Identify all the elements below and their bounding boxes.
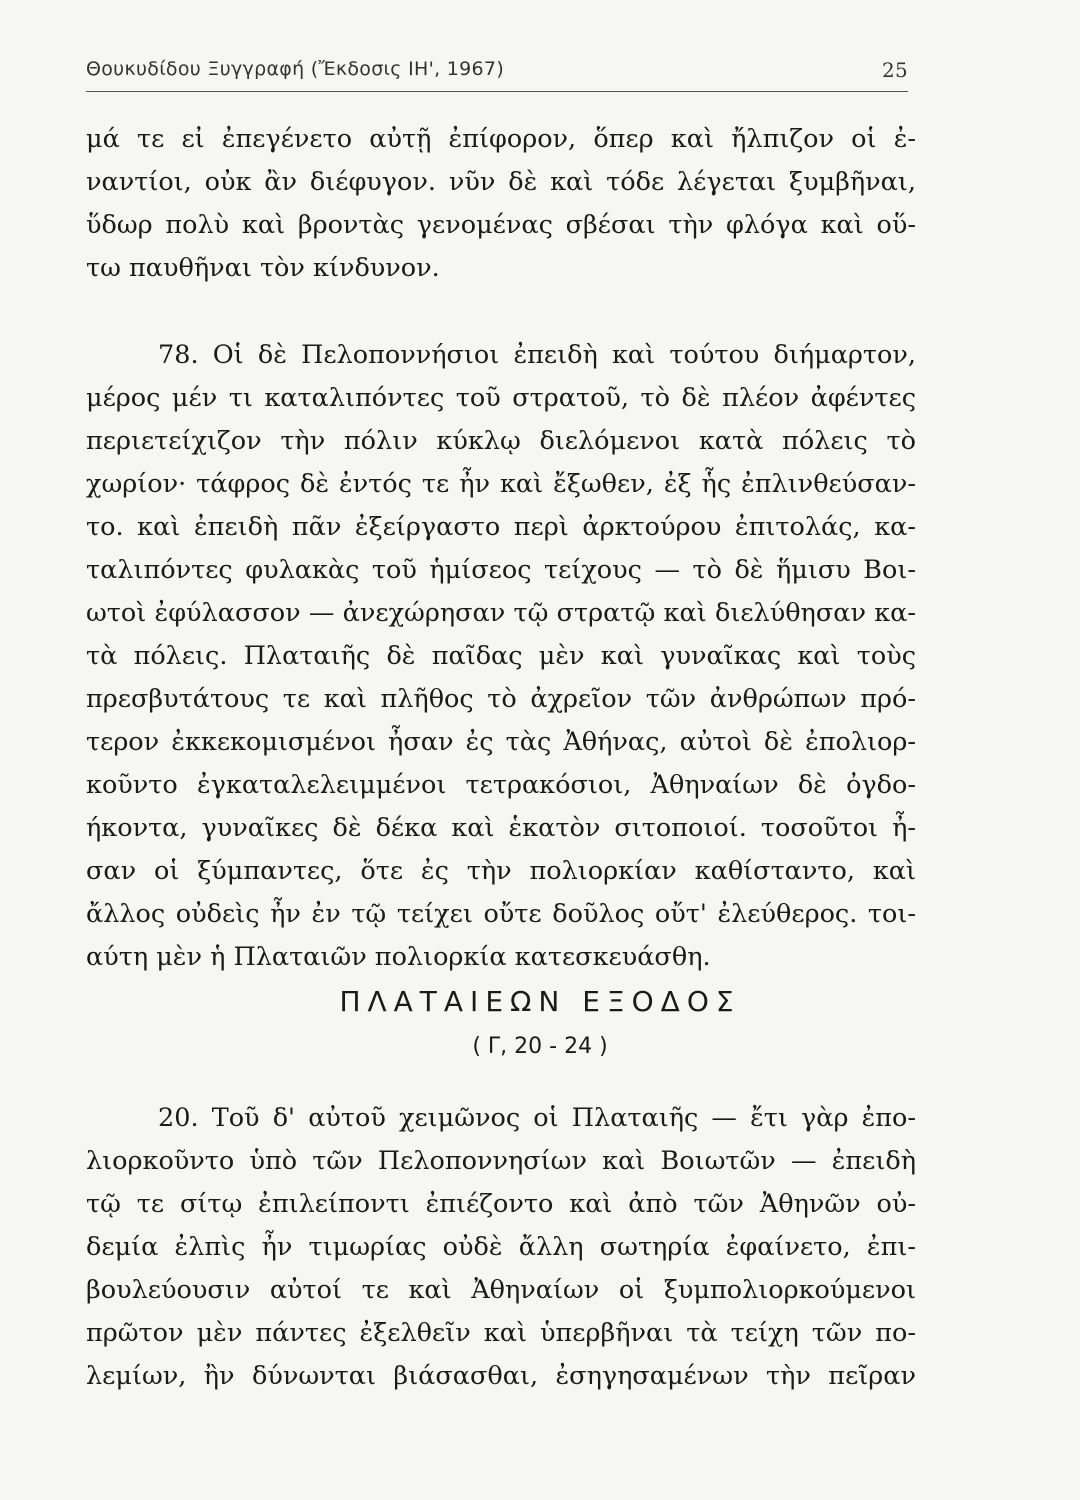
header-rule bbox=[86, 91, 908, 92]
text-line: τω παυθῆναι τὸν κίνδυνον. bbox=[86, 253, 440, 283]
text-line: ωτοὶ ἐφύλασσον — ἀνεχώρησαν τῷ στρατῷ καὶ διελύθησαν κα- bbox=[86, 598, 916, 628]
text-line: ὕδωρ πολὺ καὶ βροντὰς γενομένας σβέσαι τὴν φλόγα καὶ οὕ- bbox=[86, 210, 916, 240]
paragraph-continuation bbox=[86, 118, 916, 290]
text-line: το. καὶ ἐπειδὴ πᾶν ἐξείργαστο περὶ ἀρκτούρου ἐπιτολάς, κα- bbox=[86, 512, 916, 542]
text-line: ταλιπόντες φυλακὰς τοῦ ἡμίσεος τείχους — τὸ δὲ ἥμισυ Βοι- bbox=[86, 555, 916, 585]
text-line: κοῦντο ἐγκαταλελειμμένοι τετρακόσιοι, Ἀθηναίων δὲ ὀγδο- bbox=[86, 770, 916, 800]
section-reference: ( Γ, 20 - 24 ) bbox=[472, 1034, 608, 1059]
text-line: σαν οἱ ξύμπαντες, ὅτε ἐς τὴν πολιορκίαν καθίσταντο, καὶ bbox=[86, 856, 916, 886]
text-line: βουλεύουσιν αὐτοί τε καὶ Ἀθηναίων οἱ ξυμπολιορκούμενοι bbox=[86, 1275, 916, 1305]
text-line: ἄλλος οὐδεὶς ἦν ἐν τῷ τείχει οὔτε δοῦλος οὔτ' ἐλεύθερος. τοι- bbox=[86, 899, 916, 929]
text-line: μέρος μέν τι καταλιπόντες τοῦ στρατοῦ, τὸ δὲ πλέον ἀφέντες bbox=[86, 383, 916, 413]
text-line: δεμία ἐλπὶς ἦν τιμωρίας οὐδὲ ἄλλη σωτηρία ἐφαίνετο, ἐπι- bbox=[86, 1232, 916, 1262]
text-line: 78. Οἱ δὲ Πελοποννήσιοι ἐπειδὴ καὶ τούτου διήμαρτον, bbox=[158, 340, 916, 370]
text-line: ναντίοι, οὐκ ἂν διέφυγον. νῦν δὲ καὶ τόδε λέγεται ξυμβῆναι, bbox=[86, 167, 916, 197]
text-line: περιετείχιζον τὴν πόλιν κύκλῳ διελόμενοι κατὰ πόλεις τὸ bbox=[86, 426, 916, 456]
text-line: αύτη μὲν ἡ Πλαταιῶν πολιορκία κατεσκευάσθη. bbox=[86, 942, 711, 972]
paragraph-20 bbox=[86, 1097, 916, 1398]
text-line: τερον ἐκκεκομισμένοι ἦσαν ἐς τὰς Ἀθήνας, αὐτοὶ δὲ ἐπολιορ- bbox=[86, 727, 916, 757]
running-header bbox=[86, 58, 908, 90]
text-line: χωρίον· τάφρος δὲ ἐντός τε ἦν καὶ ἔξωθεν, ἐξ ἧς ἐπλινθεύσαν- bbox=[86, 469, 916, 499]
text-line: πρεσβυτάτους τε καὶ πλῆθος τὸ ἀχρεῖον τῶν ἀνθρώπων πρό- bbox=[86, 684, 916, 714]
text-line: μά τε εἰ ἐπεγένετο αὐτῇ ἐπίφορον, ὅπερ καὶ ἤλπιζον οἱ ἐ- bbox=[86, 124, 916, 154]
page-number: 25 bbox=[881, 58, 908, 82]
text-line: τῷ τε σίτῳ ἐπιλείποντι ἐπιέζοντο καὶ ἀπὸ τῶν Ἀθηνῶν οὐ- bbox=[86, 1189, 916, 1219]
text-line: τὰ πόλεις. Πλαταιῆς δὲ παῖδας μὲν καὶ γυναῖκας καὶ τοὺς bbox=[86, 641, 916, 671]
text-line: λιορκοῦντο ὑπὸ τῶν Πελοποννησίων καὶ Βοιωτῶν — ἐπειδὴ bbox=[86, 1146, 916, 1176]
running-title: Θουκυδίδου Ξυγγραφή (Ἔκδοσις ΙΗ', 1967) bbox=[86, 58, 505, 80]
text-line: πρῶτον μὲν πάντες ἐξελθεῖν καὶ ὑπερβῆναι τὰ τείχη τῶν πο- bbox=[86, 1318, 916, 1348]
text-line: λεμίων, ἢν δύνωνται βιάσασθαι, ἐσηγησαμένων τὴν πεῖραν bbox=[86, 1361, 916, 1391]
text-line: ήκοντα, γυναῖκες δὲ δέκα καὶ ἑκατὸν σιτοποιοί. τοσοῦτοι ἦ- bbox=[86, 813, 916, 843]
section-heading: ΠΛΑΤΑΙΕΩΝ ΕΞΟΔΟΣ bbox=[339, 985, 741, 1018]
paragraph-78 bbox=[86, 334, 916, 979]
text-line: 20. Τοῦ δ' αὐτοῦ χειμῶνος οἱ Πλαταιῆς — ἔτι γὰρ ἐπο- bbox=[158, 1103, 916, 1133]
